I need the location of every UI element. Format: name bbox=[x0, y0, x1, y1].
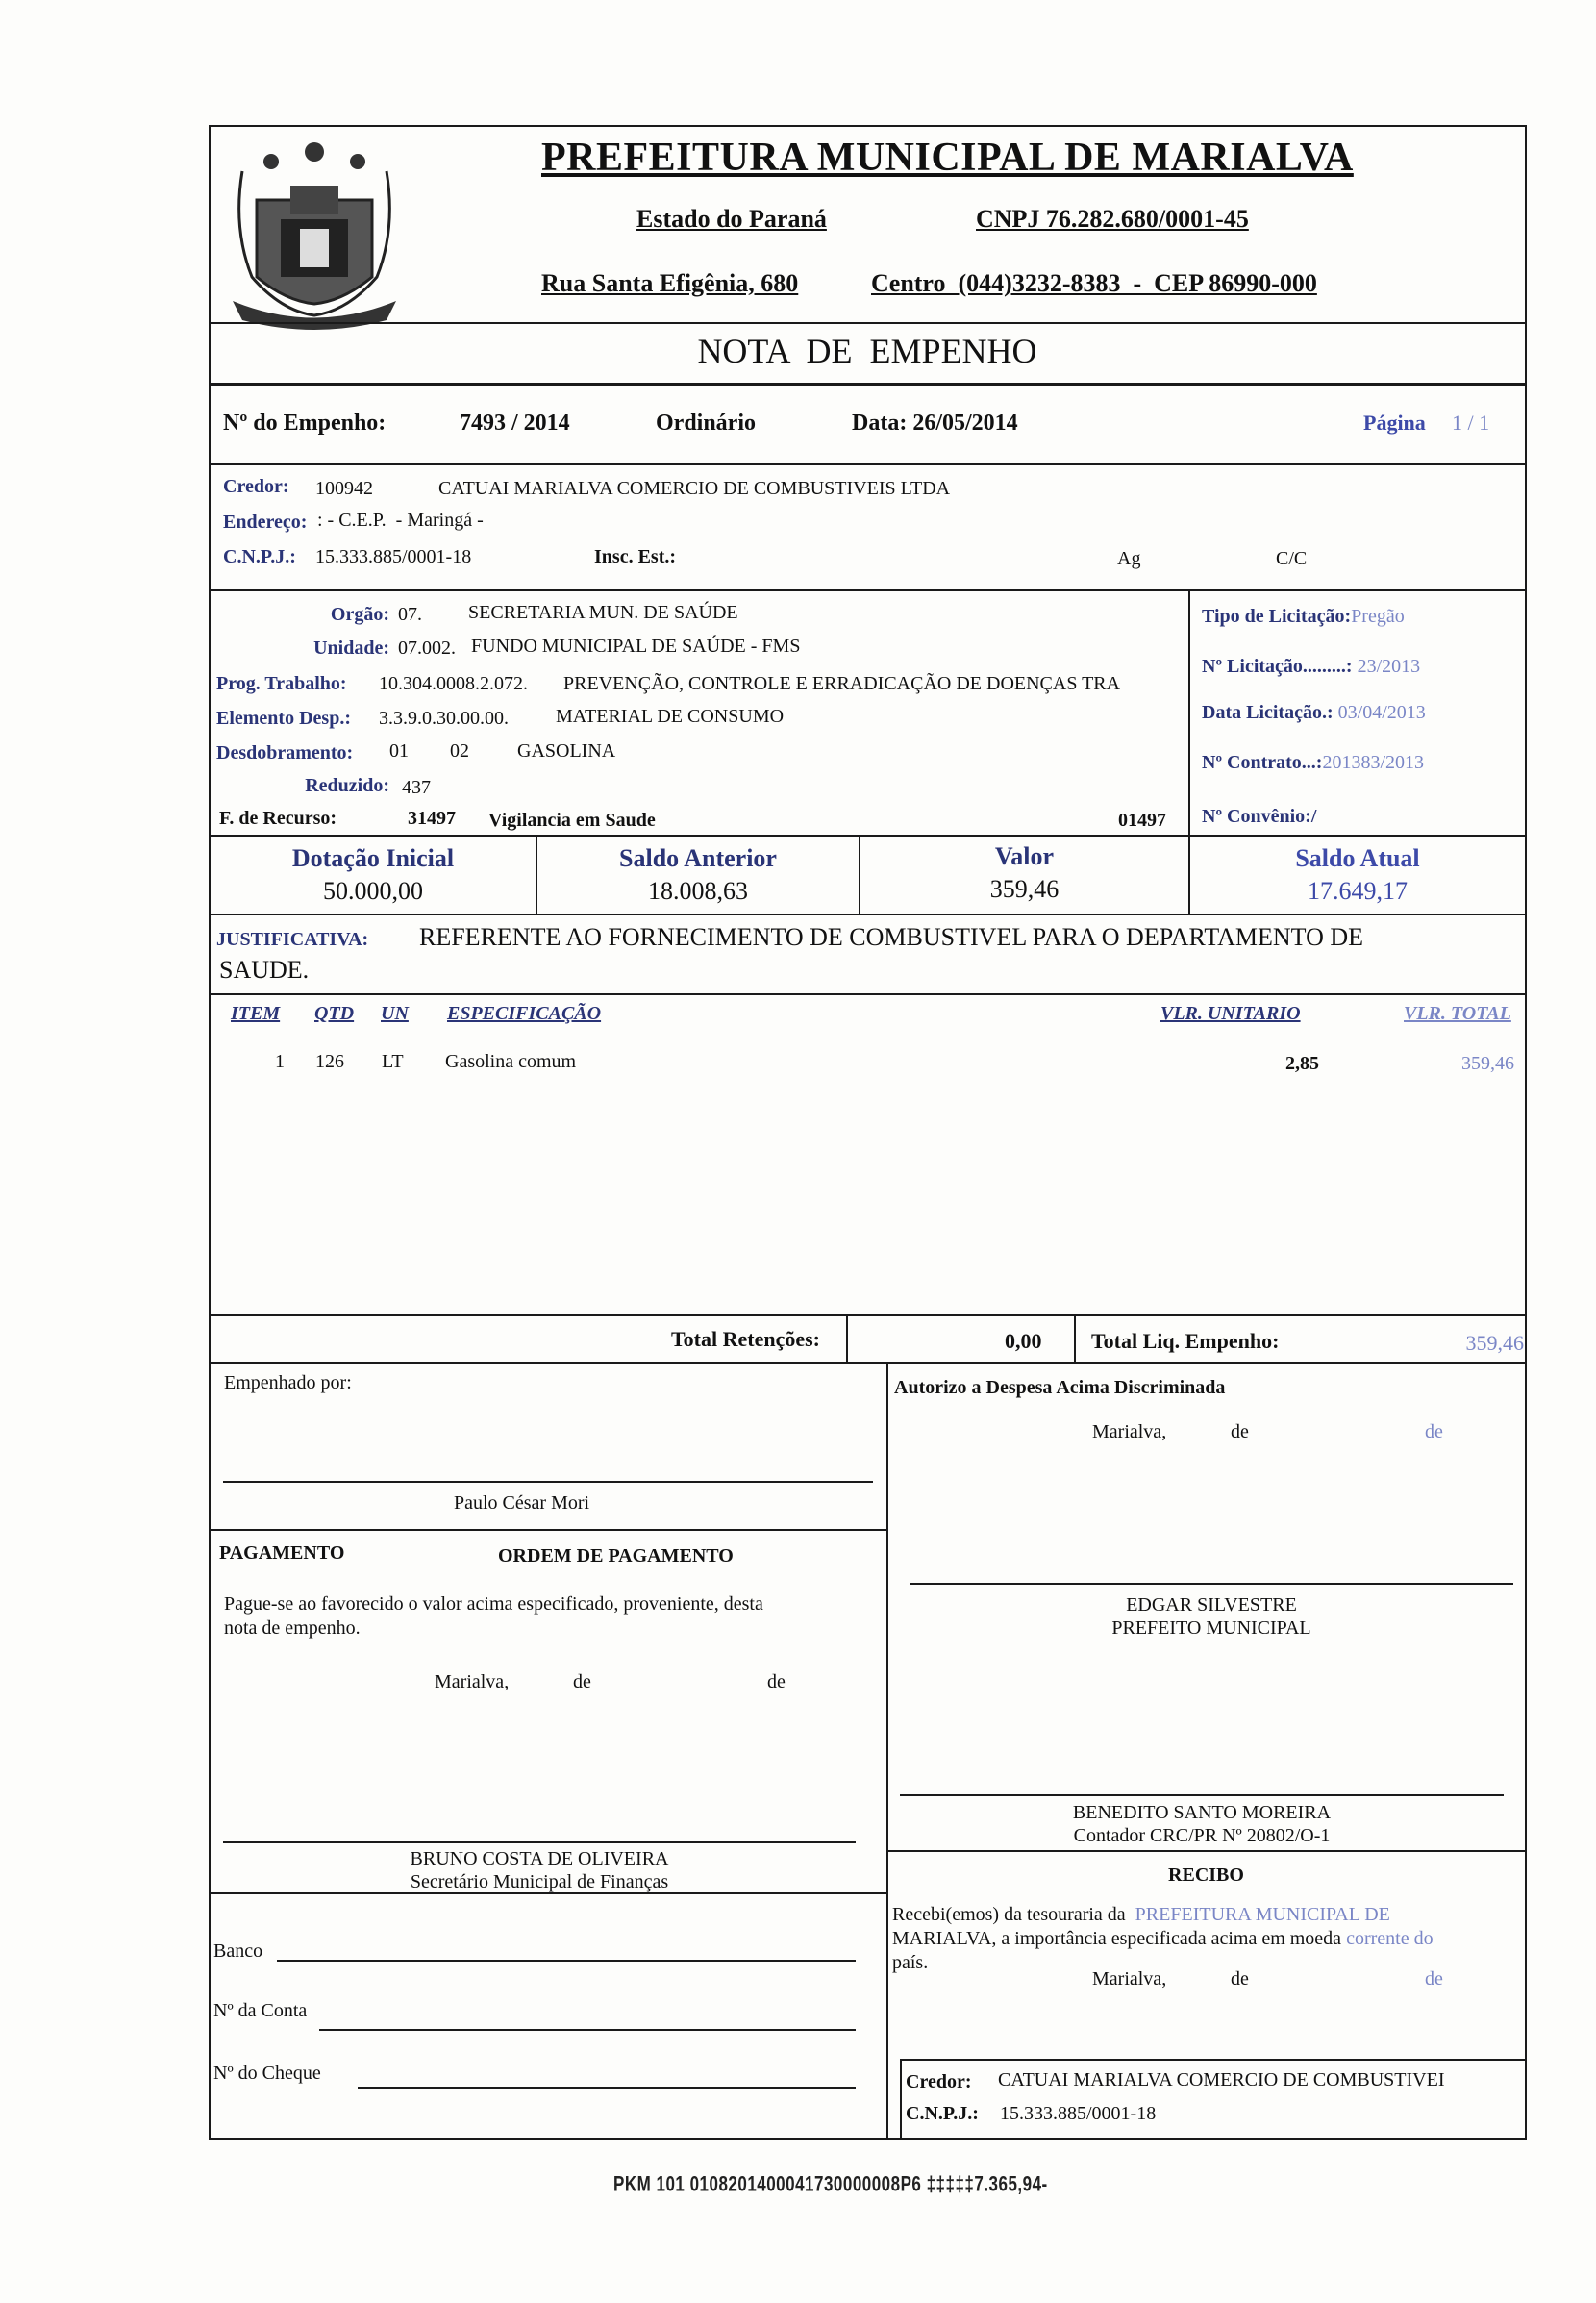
saldo-atual-label: Saldo Atual bbox=[1295, 844, 1420, 872]
elemento-name: MATERIAL DE CONSUMO bbox=[556, 706, 785, 727]
col-un-header: UN bbox=[381, 1003, 409, 1024]
reduzido-value: 437 bbox=[402, 777, 431, 798]
contrato bbox=[1202, 752, 1424, 774]
retencoes-label: Total Retenções: bbox=[671, 1327, 820, 1351]
ag-label: Ag bbox=[1117, 548, 1141, 569]
unidade-label: Unidade: bbox=[313, 638, 389, 659]
desdobramento-a: 01 bbox=[389, 740, 409, 762]
frame-left bbox=[209, 125, 211, 2140]
tipo-licitacao-label bbox=[1202, 606, 1405, 628]
contador-title: Contador CRC/PR Nº 20802/O-1 bbox=[1073, 1825, 1331, 1846]
col-qtd-header: QTD bbox=[314, 1003, 355, 1024]
document-title: NOTA DE EMPENHO bbox=[697, 332, 1037, 370]
tipo-licitacao-value: Pregão bbox=[1351, 606, 1405, 627]
elemento-label: Elemento Desp.: bbox=[216, 708, 351, 729]
numero-licitacao-label: Nº Licitação.........: bbox=[1202, 656, 1353, 677]
frame-bottom bbox=[209, 2138, 1526, 2140]
coat-of-arms-icon bbox=[213, 133, 415, 335]
desdobramento-b: 02 bbox=[450, 740, 469, 762]
recibo-marialva: Marialva, bbox=[1092, 1968, 1167, 1990]
recibo-line-2 bbox=[892, 1928, 1434, 1950]
budget-vertical bbox=[1188, 589, 1190, 836]
unidade-code: 07.002. bbox=[398, 638, 456, 659]
convenio-label: Nº Convênio:/ bbox=[1202, 806, 1317, 827]
endereco-value: : - C.E.P. - Maringá - bbox=[317, 510, 484, 531]
credor-divider bbox=[209, 589, 1526, 591]
secretario-title: Secretário Municipal de Finanças bbox=[410, 1871, 669, 1892]
recurso-name: Vigilancia em Saude bbox=[488, 810, 656, 831]
prog-code: 10.304.0008.2.072. bbox=[379, 673, 528, 694]
recibo-line-1 bbox=[892, 1904, 1519, 1926]
pagamento-de-1: de bbox=[573, 1671, 591, 1692]
credor-code: 100942 bbox=[315, 478, 373, 499]
saldo-atual-value: 17.649,17 bbox=[1308, 877, 1408, 905]
data-licitacao bbox=[1202, 702, 1426, 724]
saldo-anterior-label: Saldo Anterior bbox=[619, 844, 777, 872]
recibo-divider bbox=[886, 1850, 1526, 1852]
insc-est-label: Insc. Est.: bbox=[594, 546, 677, 567]
pague-text-2: nota de empenho. bbox=[224, 1617, 361, 1639]
cheque-line bbox=[358, 2087, 856, 2089]
recibo-text-b: PREFEITURA MUNICIPAL DE bbox=[1135, 1904, 1390, 1925]
empenhado-name: Paulo César Mori bbox=[454, 1492, 590, 1514]
pague-text-1: Pague-se ao favorecido o valor acima especificado, proveniente, desta bbox=[224, 1593, 763, 1615]
items-divider bbox=[209, 1314, 1526, 1316]
autorizo-label: Autorizo a Despesa Acima Discriminada bbox=[894, 1377, 1226, 1398]
contrato-label: Nº Contrato...: bbox=[1202, 752, 1323, 773]
retencoes-value: 0,00 bbox=[1005, 1329, 1042, 1353]
reduzido-label: Reduzido: bbox=[305, 775, 389, 796]
empenho-type: Ordinário bbox=[656, 411, 757, 436]
summary-v1 bbox=[846, 1314, 848, 1363]
empenho-number: 7493 / 2014 bbox=[460, 411, 570, 436]
valor-label: Valor bbox=[994, 842, 1055, 870]
orgao-name: SECRETARIA MUN. DE SAÚDE bbox=[468, 602, 738, 623]
pagamento-marialva: Marialva, bbox=[435, 1671, 510, 1692]
pagamento-label: PAGAMENTO bbox=[219, 1542, 345, 1564]
recibo-credor-label: Credor: bbox=[906, 2071, 972, 2092]
desdobramento-label: Desdobramento: bbox=[216, 742, 354, 763]
secretario-name: BRUNO COSTA DE OLIVEIRA bbox=[410, 1848, 669, 1869]
credor-name: CATUAI MARIALVA COMERCIO DE COMBUSTIVEIS LTDA bbox=[438, 478, 951, 499]
district-phone-label: Centro (044)3232-8383 - CEP 86990-000 bbox=[871, 269, 1317, 297]
conta-label: Nº da Conta bbox=[213, 2000, 308, 2021]
cnpj-credor-label: C.N.P.J.: bbox=[223, 546, 296, 567]
valor-value: 359,46 bbox=[989, 875, 1060, 903]
conta-line bbox=[319, 2029, 856, 2031]
credor-box-left bbox=[900, 2059, 902, 2140]
secretario-signature-line bbox=[223, 1841, 856, 1843]
autorizo-de-2: de bbox=[1425, 1421, 1443, 1442]
contrato-value: 201383/2013 bbox=[1322, 752, 1425, 773]
page-value: 1 / 1 bbox=[1452, 411, 1490, 435]
tipo-licitacao-label-text: Tipo de Licitação: bbox=[1202, 606, 1352, 627]
title-divider bbox=[209, 383, 1526, 386]
liq-empenho-label: Total Liq. Empenho: bbox=[1091, 1329, 1280, 1353]
col-espec-header: ESPECIFICAÇÃO bbox=[447, 1003, 602, 1024]
recibo-text-a: Recebi(emos) da tesouraria da bbox=[892, 1904, 1126, 1925]
data-licitacao-label: Data Licitação.: bbox=[1202, 702, 1334, 723]
prog-label: Prog. Trabalho: bbox=[216, 673, 347, 694]
recibo-de-1: de bbox=[1231, 1968, 1249, 1990]
recurso-ref: 01497 bbox=[1118, 810, 1166, 831]
banco-line bbox=[277, 1960, 856, 1962]
orgao-label: Orgão: bbox=[330, 604, 389, 625]
numero-licitacao bbox=[1202, 656, 1420, 678]
contador-signature-line bbox=[900, 1794, 1504, 1796]
row-vlr-unit: 2,85 bbox=[1285, 1053, 1319, 1074]
address-label: Rua Santa Efigênia, 680 bbox=[541, 269, 799, 297]
credor-box-top bbox=[900, 2059, 1526, 2061]
cc-label: C/C bbox=[1276, 548, 1308, 569]
row-item: 1 bbox=[275, 1051, 285, 1072]
col-item-header: ITEM bbox=[231, 1003, 281, 1024]
row-espec: Gasolina comum bbox=[445, 1051, 577, 1072]
justificativa-text-2: SAUDE. bbox=[219, 956, 310, 984]
totals-divider bbox=[209, 914, 1526, 915]
prog-name: PREVENÇÃO, CONTROLE E ERRADICAÇÃO DE DOENÇAS TRA bbox=[563, 673, 1121, 694]
prefeito-name: EDGAR SILVESTRE bbox=[1126, 1594, 1297, 1615]
recibo-cnpj-label: C.N.P.J.: bbox=[906, 2103, 979, 2124]
empenhado-signature-line bbox=[223, 1481, 873, 1483]
row-vlr-total: 359,46 bbox=[1461, 1053, 1514, 1074]
recibo-text-c: MARIALVA, a importância especificada acima em moeda bbox=[892, 1928, 1342, 1949]
recibo-cnpj-value: 15.333.885/0001-18 bbox=[1000, 2103, 1157, 2124]
row-un: LT bbox=[382, 1051, 404, 1072]
pagamento-divider bbox=[209, 1529, 887, 1531]
empenho-date: Data: 26/05/2014 bbox=[852, 411, 1018, 436]
header-divider bbox=[209, 322, 1526, 324]
recibo-de-2: de bbox=[1425, 1968, 1443, 1990]
prefeitura-title: PREFEITURA MUNICIPAL DE MARIALVA bbox=[541, 136, 1354, 180]
prefeito-signature-line bbox=[910, 1583, 1513, 1585]
col-vlr-total-header: VLR. TOTAL bbox=[1404, 1003, 1511, 1024]
recurso-label: F. de Recurso: bbox=[219, 808, 337, 829]
frame-top bbox=[209, 125, 1526, 127]
bank-divider bbox=[209, 1892, 887, 1894]
ordem-pagamento-label: ORDEM DE PAGAMENTO bbox=[498, 1545, 734, 1566]
summary-v2 bbox=[1074, 1314, 1076, 1363]
elemento-code: 3.3.9.0.30.00.00. bbox=[379, 708, 509, 729]
signature-vertical bbox=[886, 1362, 888, 2138]
endereco-label: Endereço: bbox=[223, 512, 308, 533]
recibo-text-d: corrente do bbox=[1346, 1928, 1434, 1949]
cheque-label: Nº do Cheque bbox=[213, 2063, 321, 2084]
empenhado-label: Empenhado por: bbox=[224, 1372, 352, 1393]
recibo-text-e: país. bbox=[892, 1952, 929, 1973]
data-licitacao-value: 03/04/2013 bbox=[1337, 702, 1426, 723]
credor-label: Credor: bbox=[223, 476, 289, 497]
justificativa-divider bbox=[209, 993, 1526, 995]
micr-code: PKM 101 0108201400041730000008P6 ‡‡‡‡‡7.365,94- bbox=[613, 2172, 1048, 2196]
prefeito-title: PREFEITO MUNICIPAL bbox=[1111, 1617, 1311, 1639]
col-vlr-unit-header: VLR. UNITARIO bbox=[1160, 1003, 1301, 1024]
orgao-code: 07. bbox=[398, 604, 422, 625]
pagamento-de-2: de bbox=[767, 1671, 786, 1692]
contador-name: BENEDITO SANTO MOREIRA bbox=[1072, 1802, 1332, 1823]
autorizo-de-1: de bbox=[1231, 1421, 1249, 1442]
info-divider bbox=[209, 463, 1526, 465]
empenho-number-label: Nº do Empenho: bbox=[223, 411, 387, 436]
page-label: Página bbox=[1363, 411, 1426, 435]
saldo-anterior-value: 18.008,63 bbox=[648, 877, 748, 905]
state-label: Estado do Paraná bbox=[636, 205, 827, 233]
recibo-credor-value: CATUAI MARIALVA COMERCIO DE COMBUSTIVEI bbox=[998, 2069, 1445, 2090]
numero-licitacao-value: 23/2013 bbox=[1357, 656, 1421, 677]
cnpj-label: CNPJ 76.282.680/0001-45 bbox=[976, 205, 1249, 233]
budget-divider bbox=[209, 835, 1526, 837]
dotacao-label: Dotação Inicial bbox=[291, 844, 455, 872]
cnpj-credor-value: 15.333.885/0001-18 bbox=[315, 546, 472, 567]
dotacao-value: 50.000,00 bbox=[323, 877, 423, 905]
justificativa-text-1: REFERENTE AO FORNECIMENTO DE COMBUSTIVEL PARA O DEPARTAMENTO DE bbox=[419, 923, 1364, 951]
autorizo-marialva: Marialva, bbox=[1092, 1421, 1167, 1442]
justificativa-label: JUSTIFICATIVA: bbox=[216, 929, 369, 950]
liq-empenho-value: 359,46 bbox=[1465, 1331, 1524, 1355]
recurso-code: 31497 bbox=[408, 808, 456, 829]
recibo-title: RECIBO bbox=[1168, 1865, 1244, 1886]
banco-label: Banco bbox=[213, 1940, 263, 1962]
frame-right bbox=[1525, 125, 1527, 2140]
unidade-name: FUNDO MUNICIPAL DE SAÚDE - FMS bbox=[471, 636, 801, 657]
row-qtd: 126 bbox=[315, 1051, 344, 1072]
summary-divider bbox=[209, 1362, 1526, 1364]
desdobramento-name: GASOLINA bbox=[517, 740, 616, 762]
